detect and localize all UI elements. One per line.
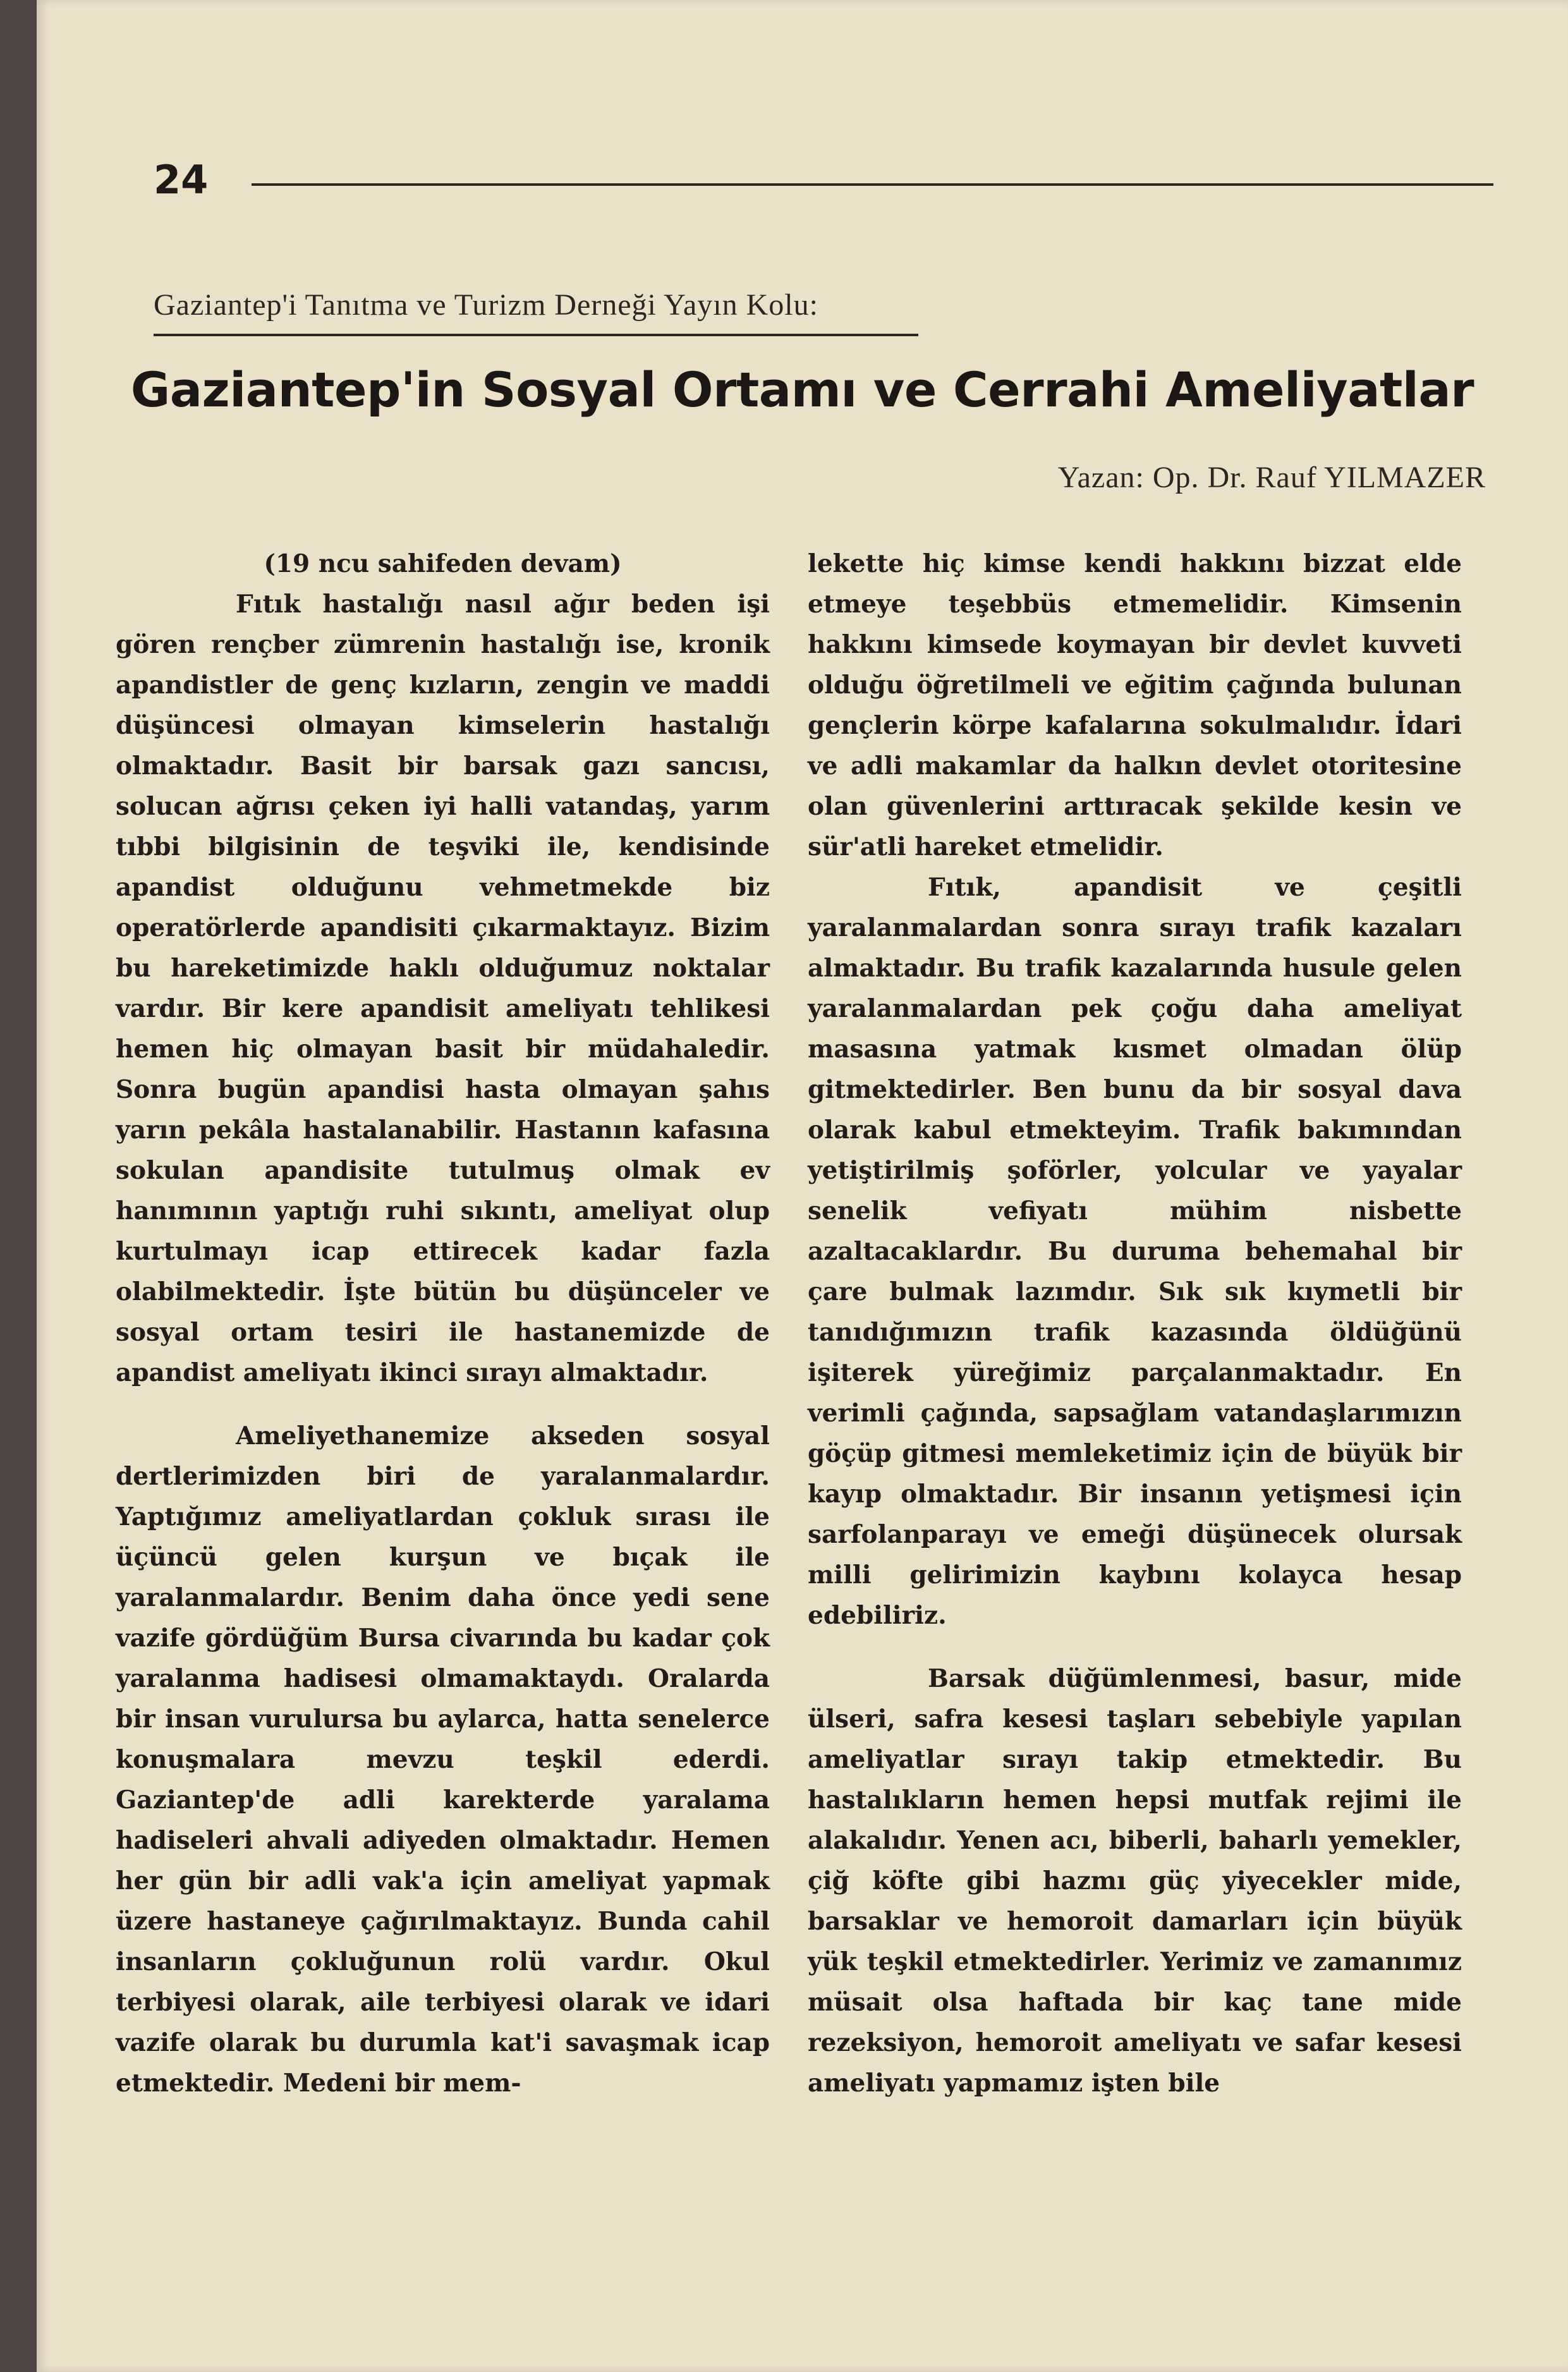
continuation-note: (19 ncu sahifeden devam) [264, 549, 622, 578]
paragraph: Fıtık, apandisit ve çeşitli yaralanmalardan sonra sırayı trafik kazaları almaktadır. Bu trafik kazalarında husule gelen yaralanmalardan pek çoğu daha ameliyat masasına yatmak kısmet olmadan ölüp gitmektedirler. Ben bunu da bir sosyal dava olarak kabul etmekteyim. Trafik bakımından yetiştirilmiş şoförler, yolcular ve yayalar senelik vefiyatı mühim nisbette azaltacaklardır. Bu duruma behemahal bir çare bulmak lazımdır. Sık sık kıymetli bir tanıdığımızın trafik kazasında öldüğünü işiterek yüreğimiz parçalanmaktadır. En verimli çağında, sapsağlam vatandaşlarımızın göçüp gitmesi memleketimiz için de büyük bir kayıp olmaktadır. Bir insanın yetişmesi için sarfolanparayı ve emeği düşünecek olursak milli gelirimizin kaybını kolayca hesap edebiliriz. [808, 873, 1462, 1630]
paragraph: Barsak düğümlenmesi, basur, mide ülseri, safra kesesi taşları sebebiyle yapılan ameliyatlar sırayı takip etmektedir. Bu hastalıkların hemen hepsi mutfak rejimi ile alakalıdır. Yenen acı, biberli, baharlı yemekler, çiğ köfte gibi hazmı güç yiyecekler mide, barsaklar ve hemoroit damarları için büyük yük teşkil etmektedirler. Yerimiz ve zamanımız müsait olsa haftada bir kaç tane mide rezeksiyon, hemoroit ameliyatı ve safar kesesi ameliyatı yapmamız işten bile [808, 1664, 1462, 2098]
series-heading: Gaziantep'i Tanıtma ve Turizm Derneği Yayın Kolu: [154, 288, 818, 322]
paragraph: Fıtık hastalığı nasıl ağır beden işi gören rençber zümrenin hastalığı ise, kronik apandistler de genç kızların, zengin ve maddi düşüncesi olmayan kimselerin hastalığı olmaktadır. Basit bir barsak gazı sancısı, solucan ağrısı çeken iyi halli vatandaş, yarım tıbbi bilgisinin de teşviki ile, kendisinde apandist olduğunu vehmetmekde biz operatörlerde apandisiti çıkarmaktayız. Bizim bu hareketimizde haklı olduğumuz noktalar vardır. Bir kere apandisit ameliyatı tehlikesi hemen hiç olmayan basit bir müdahaledir. Sonra bugün apandisi hasta olmayan şahıs yarın pekâla hastalanabilir. Hastanın kafasına sokulan apandisite tutulmuş olmak ev hanımının yaptığı ruhi sıkıntı, ameliyat olup kurtulmayı icap ettirecek kadar fazla olabilmektedir. İşte bütün bu düşünceler ve sosyal ortam tesiri ile hastanemizde de apandist ameliyatı ikinci sırayı almaktadır. [116, 590, 770, 1387]
header-rule [252, 183, 1493, 186]
page-number: 24 [154, 157, 209, 203]
author-line: Yazan: Op. Dr. Rauf YILMAZER [1057, 461, 1486, 494]
document-page [37, 0, 1568, 2372]
article-title: Gaziantep'in Sosyal Ortamı ve Cerrahi Ameliyatlar [130, 362, 1474, 418]
series-underline [154, 334, 918, 336]
left-column [116, 544, 770, 2103]
paragraph: lekette hiç kimse kendi hakkını bizzat elde etmeye teşebbüs etmemelidir. Kimsenin hakkını kimsede koymayan bir devlet kuvveti olduğu öğretilmeli ve eğitim çağında bulunan gençlerin körpe kafalarına sokulmalıdır. İdari ve adli makamlar da halkın devlet otoritesine olan güvenlerini arttıracak şekilde kesin ve sür'atli hareket etmelidir. [808, 549, 1462, 861]
paragraph: Ameliyethanemize akseden sosyal dertlerimizden biri de yaralanmalardır. Yaptığımız ameliyatlardan çokluk sırası ile üçüncü gelen kurşun ve bıçak ile yaralanmalardır. Benim daha önce yedi sene vazife gördüğüm Bursa civarında bu kadar çok yaralanma hadisesi olmamaktaydı. Oralarda bir insan vurulursa bu aylarca, hatta senelerce konuşmalara mevzu teşkil ederdi. Gaziantep'de adli karekterde yaralama hadiseleri ahvali adiyeden olmaktadır. Hemen her gün bir adli vak'a için ameliyat yapmak üzere hastaneye çağırılmaktayız. Bunda cahil insanların çokluğunun rolü vardır. Okul terbiyesi olarak, aile terbiyesi olarak ve idari vazife olarak bu durumla kat'i savaşmak icap etmektedir. Medeni bir mem- [116, 1421, 770, 2098]
right-column [808, 544, 1462, 2103]
